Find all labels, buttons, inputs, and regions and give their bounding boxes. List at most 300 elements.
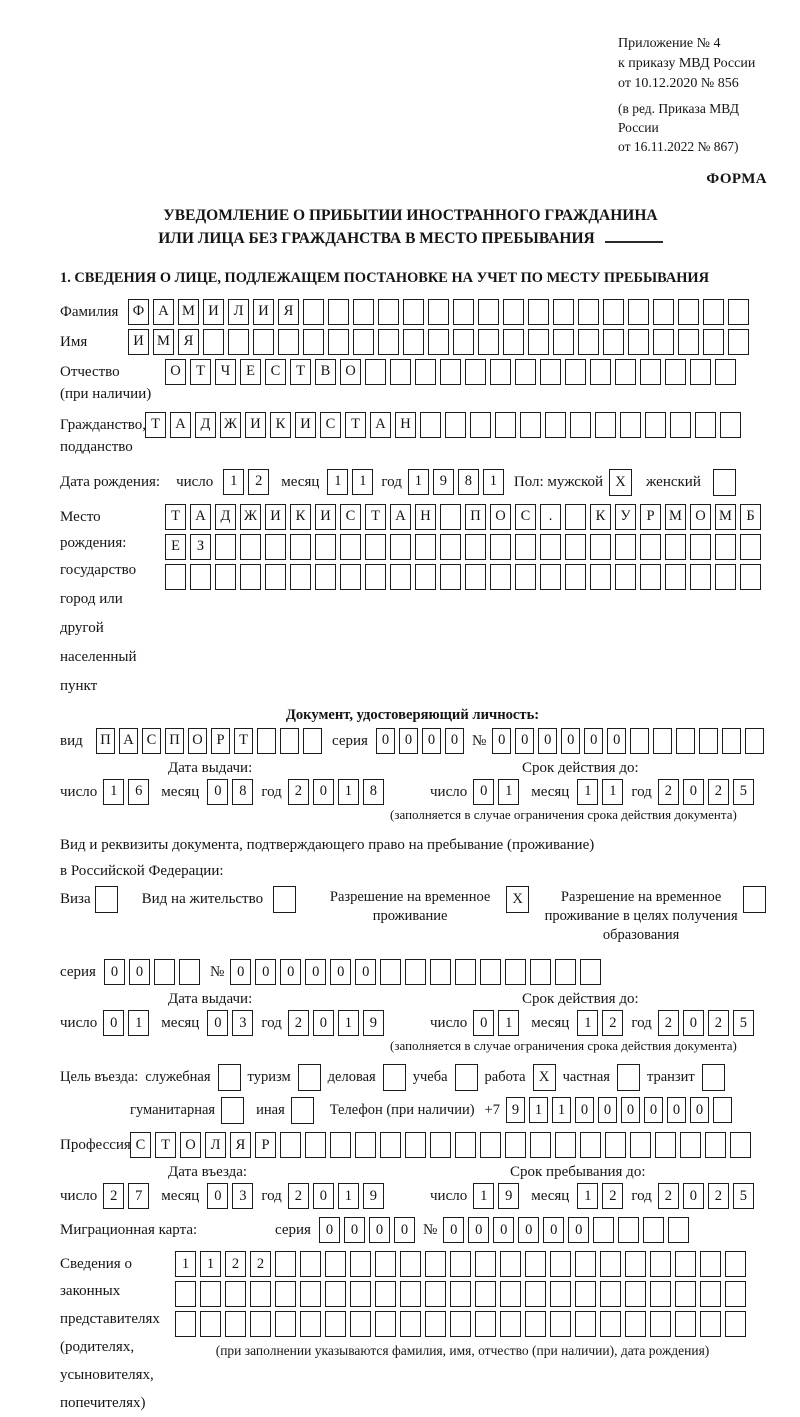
char-cell[interactable]: К: [590, 504, 611, 530]
char-cell[interactable]: [565, 359, 586, 385]
char-cell[interactable]: [500, 1251, 521, 1277]
char-cell[interactable]: 0: [468, 1217, 489, 1243]
char-cell[interactable]: [455, 959, 476, 985]
char-cell[interactable]: [703, 299, 724, 325]
char-cell[interactable]: 0: [543, 1217, 564, 1243]
char-cell[interactable]: 0: [607, 728, 626, 754]
char-cell[interactable]: [375, 1251, 396, 1277]
char-cell[interactable]: 0: [330, 959, 351, 985]
char-cell[interactable]: [665, 534, 686, 560]
char-cell[interactable]: [565, 534, 586, 560]
char-cell[interactable]: А: [190, 504, 211, 530]
char-cell[interactable]: [625, 1311, 646, 1337]
char-cell[interactable]: [490, 359, 511, 385]
char-cell[interactable]: У: [615, 504, 636, 530]
purpose-business-checkbox[interactable]: [383, 1064, 406, 1091]
char-cell[interactable]: М: [153, 329, 174, 355]
char-cell[interactable]: [375, 1281, 396, 1307]
char-cell[interactable]: [278, 329, 299, 355]
char-cell[interactable]: [525, 1311, 546, 1337]
char-cell[interactable]: [179, 959, 200, 985]
char-cell[interactable]: 2: [708, 1183, 729, 1209]
char-cell[interactable]: К: [290, 504, 311, 530]
char-cell[interactable]: [690, 564, 711, 590]
temp-permit-checkbox[interactable]: X: [506, 886, 529, 913]
char-cell[interactable]: А: [119, 728, 138, 754]
char-cell[interactable]: 1: [498, 779, 519, 805]
char-cell[interactable]: [628, 299, 649, 325]
char-cell[interactable]: [575, 1251, 596, 1277]
char-cell[interactable]: [250, 1311, 271, 1337]
char-cell[interactable]: [680, 1132, 701, 1158]
char-cell[interactable]: [618, 1217, 639, 1243]
char-cell[interactable]: 9: [363, 1010, 384, 1036]
char-cell[interactable]: [620, 412, 641, 438]
char-cell[interactable]: [730, 1132, 751, 1158]
char-cell[interactable]: Т: [165, 504, 186, 530]
char-cell[interactable]: [740, 564, 761, 590]
char-cell[interactable]: Я: [178, 329, 199, 355]
char-cell[interactable]: [378, 299, 399, 325]
char-cell[interactable]: 1: [498, 1010, 519, 1036]
char-cell[interactable]: [328, 299, 349, 325]
char-cell[interactable]: [315, 564, 336, 590]
char-cell[interactable]: [575, 1311, 596, 1337]
char-cell[interactable]: [380, 959, 401, 985]
char-cell[interactable]: 0: [443, 1217, 464, 1243]
char-cell[interactable]: [630, 728, 649, 754]
char-cell[interactable]: [240, 564, 261, 590]
char-cell[interactable]: [425, 1281, 446, 1307]
char-cell[interactable]: [520, 412, 541, 438]
char-cell[interactable]: [593, 1217, 614, 1243]
char-cell[interactable]: 5: [733, 1010, 754, 1036]
char-cell[interactable]: 0: [561, 728, 580, 754]
purpose-private-checkbox[interactable]: [617, 1064, 640, 1091]
char-cell[interactable]: [525, 1281, 546, 1307]
char-cell[interactable]: Ж: [240, 504, 261, 530]
char-cell[interactable]: [350, 1251, 371, 1277]
char-cell[interactable]: [300, 1251, 321, 1277]
char-cell[interactable]: Т: [234, 728, 253, 754]
char-cell[interactable]: М: [715, 504, 736, 530]
char-cell[interactable]: 2: [225, 1251, 246, 1277]
char-cell[interactable]: 1: [602, 779, 623, 805]
char-cell[interactable]: [570, 412, 591, 438]
char-cell[interactable]: 2: [658, 1010, 679, 1036]
char-cell[interactable]: [405, 1132, 426, 1158]
char-cell[interactable]: [328, 329, 349, 355]
char-cell[interactable]: [578, 329, 599, 355]
char-cell[interactable]: [300, 1311, 321, 1337]
char-cell[interactable]: [453, 329, 474, 355]
char-cell[interactable]: [503, 299, 524, 325]
char-cell[interactable]: [665, 359, 686, 385]
char-cell[interactable]: [703, 329, 724, 355]
char-cell[interactable]: 0: [518, 1217, 539, 1243]
char-cell[interactable]: А: [370, 412, 391, 438]
char-cell[interactable]: [515, 359, 536, 385]
char-cell[interactable]: 0: [313, 779, 334, 805]
char-cell[interactable]: [175, 1311, 196, 1337]
char-cell[interactable]: [450, 1281, 471, 1307]
char-cell[interactable]: И: [253, 299, 274, 325]
char-cell[interactable]: [470, 412, 491, 438]
char-cell[interactable]: [400, 1311, 421, 1337]
char-cell[interactable]: [555, 959, 576, 985]
char-cell[interactable]: [250, 1281, 271, 1307]
char-cell[interactable]: [340, 534, 361, 560]
char-cell[interactable]: [700, 1311, 721, 1337]
char-cell[interactable]: [403, 329, 424, 355]
char-cell[interactable]: 0: [473, 779, 494, 805]
char-cell[interactable]: [615, 534, 636, 560]
char-cell[interactable]: [440, 504, 461, 530]
char-cell[interactable]: Т: [145, 412, 166, 438]
char-cell[interactable]: 0: [493, 1217, 514, 1243]
char-cell[interactable]: [353, 299, 374, 325]
char-cell[interactable]: [453, 299, 474, 325]
char-cell[interactable]: [225, 1311, 246, 1337]
char-cell[interactable]: 0: [344, 1217, 365, 1243]
char-cell[interactable]: [553, 299, 574, 325]
char-cell[interactable]: 0: [280, 959, 301, 985]
char-cell[interactable]: [355, 1132, 376, 1158]
char-cell[interactable]: [325, 1281, 346, 1307]
char-cell[interactable]: 1: [408, 469, 429, 495]
char-cell[interactable]: А: [390, 504, 411, 530]
char-cell[interactable]: Р: [255, 1132, 276, 1158]
char-cell[interactable]: [390, 564, 411, 590]
char-cell[interactable]: [640, 359, 661, 385]
char-cell[interactable]: [545, 412, 566, 438]
char-cell[interactable]: [330, 1132, 351, 1158]
char-cell[interactable]: С: [340, 504, 361, 530]
char-cell[interactable]: В: [315, 359, 336, 385]
char-cell[interactable]: [700, 1281, 721, 1307]
char-cell[interactable]: Т: [190, 359, 211, 385]
char-cell[interactable]: Я: [278, 299, 299, 325]
char-cell[interactable]: [478, 329, 499, 355]
char-cell[interactable]: [525, 1251, 546, 1277]
char-cell[interactable]: [503, 329, 524, 355]
char-cell[interactable]: 1: [338, 1183, 359, 1209]
char-cell[interactable]: 0: [492, 728, 511, 754]
char-cell[interactable]: [728, 329, 749, 355]
char-cell[interactable]: [303, 329, 324, 355]
char-cell[interactable]: [265, 534, 286, 560]
residence-permit-checkbox[interactable]: [273, 886, 296, 913]
char-cell[interactable]: 0: [207, 1010, 228, 1036]
char-cell[interactable]: [530, 959, 551, 985]
char-cell[interactable]: [480, 959, 501, 985]
char-cell[interactable]: Р: [211, 728, 230, 754]
char-cell[interactable]: [603, 329, 624, 355]
char-cell[interactable]: [528, 329, 549, 355]
char-cell[interactable]: 0: [598, 1097, 617, 1123]
char-cell[interactable]: [228, 329, 249, 355]
sex-female-checkbox[interactable]: [713, 469, 736, 496]
char-cell[interactable]: [200, 1311, 221, 1337]
char-cell[interactable]: [640, 564, 661, 590]
char-cell[interactable]: [625, 1281, 646, 1307]
char-cell[interactable]: [353, 329, 374, 355]
char-cell[interactable]: 0: [355, 959, 376, 985]
char-cell[interactable]: 1: [552, 1097, 571, 1123]
char-cell[interactable]: А: [153, 299, 174, 325]
char-cell[interactable]: 0: [584, 728, 603, 754]
char-cell[interactable]: [665, 564, 686, 590]
char-cell[interactable]: [450, 1311, 471, 1337]
char-cell[interactable]: 0: [644, 1097, 663, 1123]
char-cell[interactable]: [365, 359, 386, 385]
char-cell[interactable]: [630, 1132, 651, 1158]
purpose-other-checkbox[interactable]: [291, 1097, 314, 1124]
char-cell[interactable]: [490, 564, 511, 590]
char-cell[interactable]: Т: [290, 359, 311, 385]
char-cell[interactable]: Е: [240, 359, 261, 385]
char-cell[interactable]: А: [170, 412, 191, 438]
char-cell[interactable]: [505, 1132, 526, 1158]
char-cell[interactable]: [475, 1281, 496, 1307]
char-cell[interactable]: [500, 1281, 521, 1307]
char-cell[interactable]: [690, 534, 711, 560]
char-cell[interactable]: [350, 1281, 371, 1307]
char-cell[interactable]: [290, 564, 311, 590]
char-cell[interactable]: [365, 564, 386, 590]
char-cell[interactable]: [720, 412, 741, 438]
char-cell[interactable]: [653, 728, 672, 754]
char-cell[interactable]: М: [178, 299, 199, 325]
char-cell[interactable]: 0: [230, 959, 251, 985]
char-cell[interactable]: [580, 959, 601, 985]
char-cell[interactable]: 9: [363, 1183, 384, 1209]
char-cell[interactable]: [690, 359, 711, 385]
char-cell[interactable]: [428, 299, 449, 325]
char-cell[interactable]: [405, 959, 426, 985]
char-cell[interactable]: 1: [577, 779, 598, 805]
char-cell[interactable]: [540, 564, 561, 590]
char-cell[interactable]: [715, 534, 736, 560]
char-cell[interactable]: [425, 1311, 446, 1337]
char-cell[interactable]: 0: [515, 728, 534, 754]
char-cell[interactable]: [650, 1251, 671, 1277]
char-cell[interactable]: 0: [690, 1097, 709, 1123]
char-cell[interactable]: [528, 299, 549, 325]
char-cell[interactable]: [550, 1281, 571, 1307]
char-cell[interactable]: [440, 534, 461, 560]
char-cell[interactable]: 2: [248, 469, 269, 495]
char-cell[interactable]: [203, 329, 224, 355]
char-cell[interactable]: Я: [230, 1132, 251, 1158]
char-cell[interactable]: И: [245, 412, 266, 438]
char-cell[interactable]: 0: [683, 1010, 704, 1036]
char-cell[interactable]: [600, 1311, 621, 1337]
char-cell[interactable]: 0: [255, 959, 276, 985]
char-cell[interactable]: [240, 534, 261, 560]
char-cell[interactable]: [565, 564, 586, 590]
char-cell[interactable]: Л: [205, 1132, 226, 1158]
char-cell[interactable]: 0: [538, 728, 557, 754]
char-cell[interactable]: [380, 1132, 401, 1158]
char-cell[interactable]: [480, 1132, 501, 1158]
char-cell[interactable]: [590, 564, 611, 590]
char-cell[interactable]: 0: [103, 1010, 124, 1036]
sex-male-checkbox[interactable]: X: [609, 469, 632, 496]
char-cell[interactable]: [725, 1311, 746, 1337]
char-cell[interactable]: 1: [200, 1251, 221, 1277]
char-cell[interactable]: [600, 1281, 621, 1307]
char-cell[interactable]: [603, 299, 624, 325]
char-cell[interactable]: [553, 329, 574, 355]
char-cell[interactable]: О: [188, 728, 207, 754]
char-cell[interactable]: [375, 1311, 396, 1337]
char-cell[interactable]: [275, 1311, 296, 1337]
char-cell[interactable]: [676, 728, 695, 754]
char-cell[interactable]: П: [465, 504, 486, 530]
char-cell[interactable]: [745, 728, 764, 754]
char-cell[interactable]: П: [165, 728, 184, 754]
char-cell[interactable]: Ф: [128, 299, 149, 325]
char-cell[interactable]: [678, 329, 699, 355]
char-cell[interactable]: [253, 329, 274, 355]
char-cell[interactable]: [475, 1251, 496, 1277]
char-cell[interactable]: О: [180, 1132, 201, 1158]
char-cell[interactable]: [390, 359, 411, 385]
char-cell[interactable]: 0: [683, 1183, 704, 1209]
char-cell[interactable]: [500, 1311, 521, 1337]
char-cell[interactable]: [465, 564, 486, 590]
char-cell[interactable]: [625, 1251, 646, 1277]
char-cell[interactable]: И: [203, 299, 224, 325]
purpose-work-checkbox[interactable]: X: [533, 1064, 556, 1091]
char-cell[interactable]: 0: [621, 1097, 640, 1123]
char-cell[interactable]: 0: [394, 1217, 415, 1243]
char-cell[interactable]: [675, 1251, 696, 1277]
char-cell[interactable]: 0: [667, 1097, 686, 1123]
char-cell[interactable]: Ж: [220, 412, 241, 438]
char-cell[interactable]: С: [142, 728, 161, 754]
char-cell[interactable]: [600, 1251, 621, 1277]
char-cell[interactable]: [175, 1281, 196, 1307]
char-cell[interactable]: Д: [195, 412, 216, 438]
char-cell[interactable]: [675, 1311, 696, 1337]
char-cell[interactable]: [530, 1132, 551, 1158]
visa-checkbox[interactable]: [95, 886, 118, 913]
char-cell[interactable]: 5: [733, 779, 754, 805]
char-cell[interactable]: 0: [305, 959, 326, 985]
char-cell[interactable]: 0: [207, 779, 228, 805]
purpose-transit-checkbox[interactable]: [702, 1064, 725, 1091]
char-cell[interactable]: [722, 728, 741, 754]
char-cell[interactable]: Е: [165, 534, 186, 560]
char-cell[interactable]: [378, 329, 399, 355]
char-cell[interactable]: [315, 534, 336, 560]
char-cell[interactable]: К: [270, 412, 291, 438]
char-cell[interactable]: 1: [103, 779, 124, 805]
char-cell[interactable]: [615, 359, 636, 385]
purpose-tourism-checkbox[interactable]: [298, 1064, 321, 1091]
char-cell[interactable]: [290, 534, 311, 560]
char-cell[interactable]: .: [540, 504, 561, 530]
char-cell[interactable]: Д: [215, 504, 236, 530]
char-cell[interactable]: [190, 564, 211, 590]
char-cell[interactable]: [655, 1132, 676, 1158]
char-cell[interactable]: [628, 329, 649, 355]
char-cell[interactable]: [465, 359, 486, 385]
purpose-study-checkbox[interactable]: [455, 1064, 478, 1091]
char-cell[interactable]: [640, 534, 661, 560]
char-cell[interactable]: [257, 728, 276, 754]
temp-permit-edu-checkbox[interactable]: [743, 886, 766, 913]
char-cell[interactable]: Б: [740, 504, 761, 530]
char-cell[interactable]: [615, 564, 636, 590]
char-cell[interactable]: Л: [228, 299, 249, 325]
char-cell[interactable]: [650, 1281, 671, 1307]
char-cell[interactable]: [705, 1132, 726, 1158]
char-cell[interactable]: 0: [575, 1097, 594, 1123]
char-cell[interactable]: 2: [288, 779, 309, 805]
char-cell[interactable]: [430, 959, 451, 985]
char-cell[interactable]: [670, 412, 691, 438]
char-cell[interactable]: [668, 1217, 689, 1243]
char-cell[interactable]: [305, 1132, 326, 1158]
char-cell[interactable]: [540, 534, 561, 560]
char-cell[interactable]: 1: [327, 469, 348, 495]
char-cell[interactable]: 0: [445, 728, 464, 754]
char-cell[interactable]: [653, 329, 674, 355]
char-cell[interactable]: [678, 299, 699, 325]
char-cell[interactable]: [415, 564, 436, 590]
char-cell[interactable]: 9: [506, 1097, 525, 1123]
char-cell[interactable]: 1: [529, 1097, 548, 1123]
char-cell[interactable]: [275, 1281, 296, 1307]
char-cell[interactable]: 2: [250, 1251, 271, 1277]
char-cell[interactable]: П: [96, 728, 115, 754]
char-cell[interactable]: О: [490, 504, 511, 530]
char-cell[interactable]: [280, 728, 299, 754]
char-cell[interactable]: 9: [498, 1183, 519, 1209]
char-cell[interactable]: [728, 299, 749, 325]
char-cell[interactable]: [400, 1251, 421, 1277]
char-cell[interactable]: [550, 1251, 571, 1277]
char-cell[interactable]: [675, 1281, 696, 1307]
char-cell[interactable]: [495, 412, 516, 438]
char-cell[interactable]: 1: [483, 469, 504, 495]
char-cell[interactable]: [265, 564, 286, 590]
char-cell[interactable]: [415, 534, 436, 560]
char-cell[interactable]: О: [690, 504, 711, 530]
char-cell[interactable]: [403, 299, 424, 325]
char-cell[interactable]: М: [665, 504, 686, 530]
char-cell[interactable]: [455, 1132, 476, 1158]
char-cell[interactable]: [430, 1132, 451, 1158]
char-cell[interactable]: [565, 504, 586, 530]
char-cell[interactable]: С: [265, 359, 286, 385]
char-cell[interactable]: [505, 959, 526, 985]
char-cell[interactable]: 0: [369, 1217, 390, 1243]
char-cell[interactable]: 1: [128, 1010, 149, 1036]
char-cell[interactable]: С: [320, 412, 341, 438]
char-cell[interactable]: [415, 359, 436, 385]
char-cell[interactable]: [590, 359, 611, 385]
char-cell[interactable]: 1: [577, 1183, 598, 1209]
char-cell[interactable]: 2: [602, 1010, 623, 1036]
char-cell[interactable]: 2: [103, 1183, 124, 1209]
char-cell[interactable]: 2: [658, 1183, 679, 1209]
char-cell[interactable]: О: [340, 359, 361, 385]
char-cell[interactable]: [275, 1251, 296, 1277]
